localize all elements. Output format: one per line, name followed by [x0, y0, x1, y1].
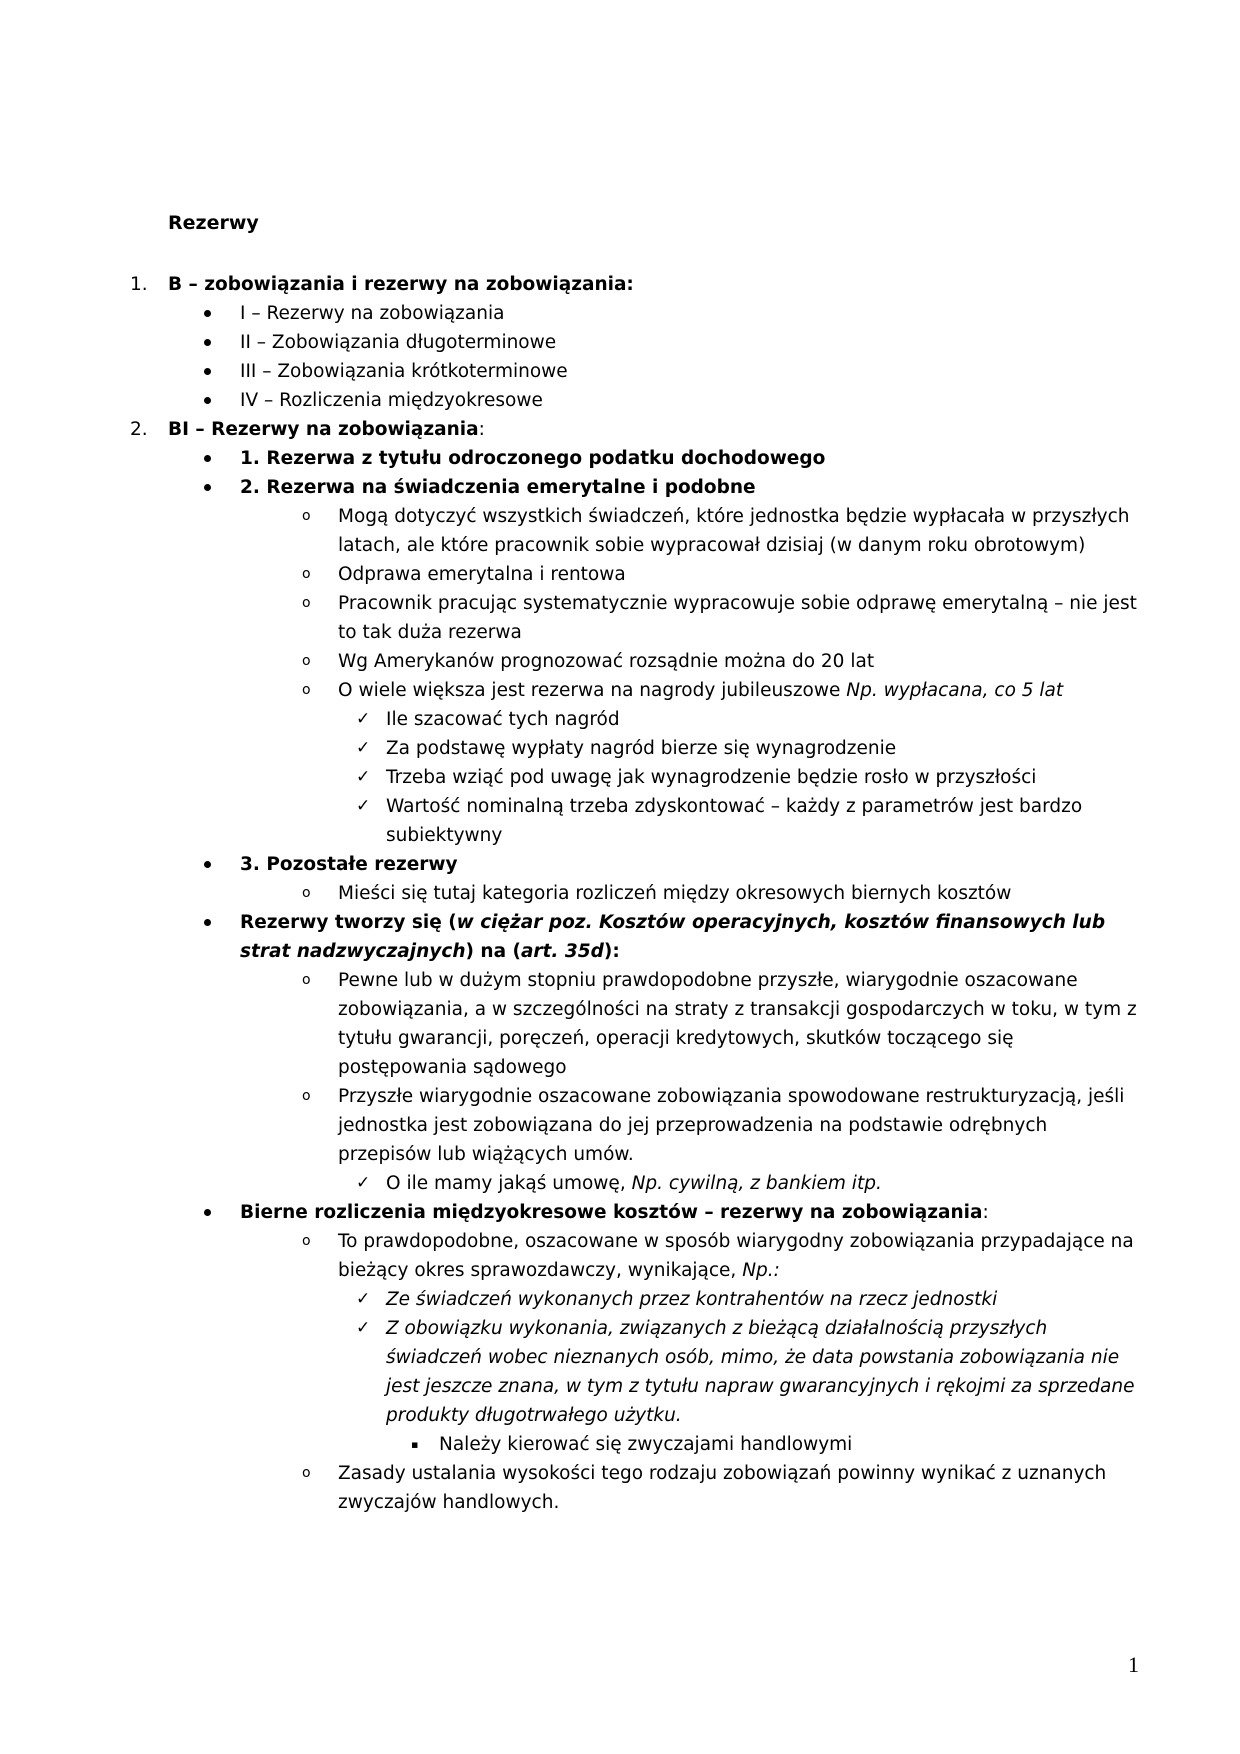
checkmark-icon: ✓ — [356, 1173, 371, 1193]
list-item — [356, 705, 1140, 734]
circle-bullet-icon: o — [302, 595, 311, 611]
circle-bullet-icon: o — [302, 972, 311, 988]
list-item — [130, 270, 1140, 299]
bullet-icon — [202, 908, 240, 966]
list-item — [300, 879, 1140, 908]
list-item — [300, 1082, 1140, 1169]
item-text: Ze świadczeń wykonanych przez kontrahentów na rzecz jednostki — [386, 1289, 998, 1310]
item-text: Należy kierować się zwyczajami handlowymi — [439, 1434, 853, 1455]
checkmark-icon: ✓ — [356, 767, 371, 787]
item-text: O wiele większa jest rezerwa na nagrody jubileuszowe — [338, 680, 847, 701]
list-item — [300, 1227, 1140, 1285]
list-item — [300, 502, 1140, 560]
item-example: Np. cywilną, z bankiem itp. — [631, 1173, 882, 1194]
item-text: Bierne rozliczenia międzyokresowe kosztów – rezerwy na zobowiązania — [240, 1202, 983, 1223]
item-text: Zasady ustalania wysokości tego rodzaju zobowiązań powinny wynikać z uznanych zwyczajów handlowych. — [338, 1463, 1107, 1513]
item-text: Odprawa emerytalna i rentowa — [338, 564, 626, 585]
circle-bullet-icon: o — [302, 566, 311, 582]
item-text: Pracownik pracując systematycznie wypracowuje sobie odprawę emerytalną – nie jest to tak duża rezerwa — [338, 593, 1137, 643]
list-item — [202, 444, 1140, 473]
item-text: Pewne lub w dużym stopniu prawdopodobne przyszłe, wiarygodnie oszacowane zobowiązania, a w szczególności na straty z transakcji gospodarczych w toku, w tym z tytułu gwarancji, poręczeń, operacji kredytowych, skutków toczącego się postępowania sądowego — [338, 970, 1137, 1078]
item-text: Wg Amerykanów prognozować rozsądnie można do 20 lat — [338, 651, 875, 672]
bullet-icon — [202, 299, 240, 328]
list-item — [300, 589, 1140, 647]
item-text: IV – Rozliczenia międzyokresowe — [240, 390, 543, 411]
number-marker: 2. — [130, 419, 148, 440]
list-item — [202, 908, 1140, 966]
list-item — [356, 763, 1140, 792]
list-item — [202, 328, 1140, 357]
item-text: Rezerwy tworzy się (w ciężar poz. Kosztów operacyjnych, kosztów finansowych lub strat nadzwyczajnych) na (art. 35d): — [240, 912, 1106, 962]
list-item — [356, 1285, 1140, 1314]
item-text: Trzeba wziąć pod uwagę jak wynagrodzenie będzie rosło w przyszłości — [386, 767, 1037, 788]
item-text: B – zobowiązania i rezerwy na zobowiązania: — [168, 274, 634, 295]
list-item — [411, 1430, 1140, 1459]
item-example: Np.: — [742, 1260, 780, 1281]
list-item — [202, 357, 1140, 386]
item-text: III – Zobowiązania krótkoterminowe — [240, 361, 568, 382]
list-item — [202, 386, 1140, 415]
list-item — [356, 1314, 1140, 1430]
checkmark-icon: ✓ — [356, 796, 371, 816]
checkmark-icon: ✓ — [356, 738, 371, 758]
square-bullet-icon: ▪ — [411, 1438, 419, 1451]
bullet-icon — [202, 473, 240, 502]
circle-bullet-icon: o — [302, 1465, 311, 1481]
item-text: To prawdopodobne, oszacowane w sposób wiarygodny zobowiązania przypadające na bieżący okres sprawozdawczy, wynikające, — [338, 1231, 1134, 1281]
list-item — [356, 792, 1140, 850]
list-item — [202, 850, 1140, 879]
bullet-icon — [202, 850, 240, 879]
item-text: Mogą dotyczyć wszystkich świadczeń, które jednostka będzie wypłacała w przyszłych latach, ale które pracownik sobie wypracował dzisiaj (w danym roku obrotowym) — [338, 506, 1130, 556]
list-item — [300, 676, 1140, 705]
item-text: 2. Rezerwa na świadczenia emerytalne i podobne — [240, 477, 756, 498]
item-text: Za podstawę wypłaty nagród bierze się wynagrodzenie — [386, 738, 897, 759]
list-item — [300, 966, 1140, 1082]
list-item — [300, 647, 1140, 676]
checkmark-icon: ✓ — [356, 709, 371, 729]
checkmark-icon: ✓ — [356, 1318, 371, 1338]
item-text: Z obowiązku wykonania, związanych z bieżącą działalnością przyszłych świadczeń wobec nieznanych osób, mimo, że data powstania zobowiązania nie jest jeszcze znana, w tym z tytułu napraw gwarancyjnych i rękojmi za sprzedane produkty długotrwałego użytku. — [386, 1318, 1135, 1426]
item-text: Przyszłe wiarygodnie oszacowane zobowiązania spowodowane restrukturyzacją, jeśli jednostka jest zobowiązana do jej przeprowadzenia na podstawie odrębnych przepisów lub wiążących umów. — [338, 1086, 1125, 1165]
list-item — [356, 1169, 1140, 1198]
list-item — [356, 734, 1140, 763]
circle-bullet-icon: o — [302, 885, 311, 901]
item-text: Mieści się tutaj kategoria rozliczeń między okresowych biernych kosztów — [338, 883, 1012, 904]
list-item — [300, 1459, 1140, 1517]
circle-bullet-icon: o — [302, 508, 311, 524]
list-item — [202, 299, 1140, 328]
bullet-icon — [202, 444, 240, 473]
page-number: 1 — [1128, 1652, 1139, 1677]
list-item — [202, 473, 1140, 502]
item-text: 3. Pozostałe rezerwy — [240, 854, 458, 875]
list-item: 2. BI – Rezerwy na zobowiązania: — [130, 415, 1140, 444]
circle-bullet-icon: o — [302, 682, 311, 698]
item-text: Wartość nominalną trzeba zdyskontować – każdy z parametrów jest bardzo subiektywny — [386, 796, 1083, 846]
checkmark-icon: ✓ — [356, 1289, 371, 1309]
item-text: Ile szacować tych nagród — [386, 709, 620, 730]
item-text: I – Rezerwy na zobowiązania — [240, 303, 505, 324]
item-text: II – Zobowiązania długoterminowe — [240, 332, 557, 353]
circle-bullet-icon: o — [302, 653, 311, 669]
item-text: 1. Rezerwa z tytułu odroczonego podatku dochodowego — [240, 448, 826, 469]
outline-list — [130, 270, 1140, 1517]
bullet-icon — [202, 328, 240, 357]
item-text: BI – Rezerwy na zobowiązania — [168, 419, 479, 440]
bullet-icon — [202, 386, 240, 415]
item-text: O ile mamy jakąś umowę, — [386, 1173, 632, 1194]
item-example: Np. wypłacana, co 5 lat — [846, 680, 1064, 701]
page-title: Rezerwy — [168, 212, 259, 234]
circle-bullet-icon: o — [302, 1088, 311, 1104]
list-item — [300, 560, 1140, 589]
number-marker: 1. — [130, 274, 148, 295]
list-item: Bierne rozliczenia międzyokresowe kosztów – rezerwy na zobowiązania: — [202, 1198, 1140, 1227]
circle-bullet-icon: o — [302, 1233, 311, 1249]
bullet-icon — [202, 357, 240, 386]
bullet-icon — [202, 1198, 240, 1227]
